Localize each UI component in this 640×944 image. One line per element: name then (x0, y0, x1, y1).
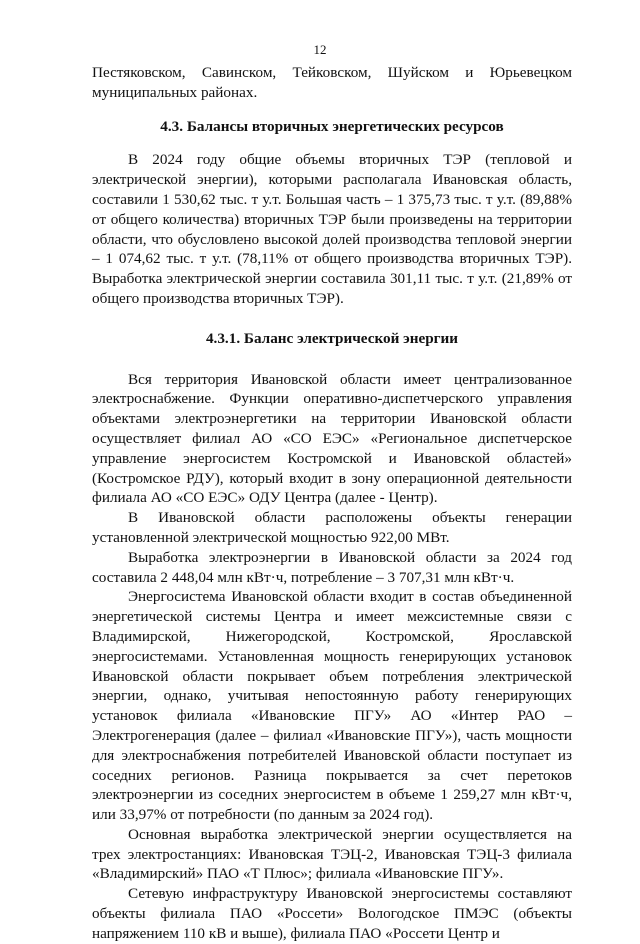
paragraph-power-plants: Основная выработка электрической энергии осуществляется на трех электростанциях: Ивановская ТЭЦ-2, Ивановская ТЭЦ-3 филиала «Владимирский» ПАО «Т Плюс»; филиала «Ивановские ПГУ». (92, 825, 572, 883)
section-4-3-paragraph: В 2024 году общие объемы вторичных ТЭР (тепловой и электрической энергии), которыми располагала Ивановская область, составили 1 530,62 тыс. т у.т. Большая часть – 1 375,73 тыс. т у.т. (89,88% от общего количества) вторичных ТЭР были произведены на территории области, что обусловлено высокой долей производства тепловой энергии – 1 074,62 тыс. т у.т. (78,11% от общего производства вторичных ТЭР). Выработка электрической энергии составила 301,11 тыс. т у.т. (21,89% от общего производства вторичных ТЭР). (92, 151, 572, 307)
section-4-3-1-heading: 4.3.1. Баланс электрической энергии (205, 329, 459, 347)
section-4-3-heading: 4.3. Балансы вторичных энергетических ресурсов (160, 117, 504, 135)
paragraph-grid-infrastructure: Сетевую инфраструктуру Ивановской энергосистемы составляют объекты филиала ПАО «Россети» Вологодское ПМЭС (объекты напряжением 110 кВ и выше), филиала ПАО «Россети Центр и (92, 885, 572, 942)
paragraph-energy-system: Энергосистема Ивановской области входит в состав объединенной энергетической системы Центра и имеет межсистемные связи с Владимирской, Нижегородской, Костромской, Ярославской энергосистемами. Установленная мощность генерирующих установок Ивановской области покрывает объем потребления электрической энергии, однако, учитывая непостоянную работу генерирующих установок филиала «Ивановские ПГУ» АО «Интер РАО – Электрогенерация (далее – филиал «Ивановские ПГУ»), часть мощности для электроснабжения потребителей Ивановской области поступает из соседних регионов. Разница покрывается за счет перетоков электроэнергии из соседних энергосистем в объеме 1 259,27 млн кВт·ч, или 33,97% от потребности (по данным за 2024 год). (92, 588, 572, 824)
page-number: 12 (313, 42, 327, 57)
intro-paragraph: Пестяковском, Савинском, Тейковском, Шуйском и Юрьевецком муниципальных районах. (92, 64, 572, 101)
paragraph-output-consumption: Выработка электроэнергии в Ивановской области за 2024 год составила 2 448,04 млн кВт·ч, потребление – 3 707,31 млн кВт·ч. (92, 548, 572, 586)
page-body (92, 63, 572, 944)
paragraph-generation-capacity: В Ивановской области расположены объекты генерации установленной электрической мощностью 922,00 МВт. (92, 509, 572, 546)
paragraph-centralized-supply: Вся территория Ивановской области имеет централизованное электроснабжение. Функции оперативно-диспетчерского управления объектами электроэнергетики на территории Ивановской области осуществляет филиал АО «СО ЕЭС» «Региональное диспетчерское управление энергосистем Костромской и Ивановской областей» (Костромское РДУ), который входит в зону операционной деятельности филиала АО «СО ЕЭС» ОДУ Центра (далее - Центр). (92, 370, 572, 507)
